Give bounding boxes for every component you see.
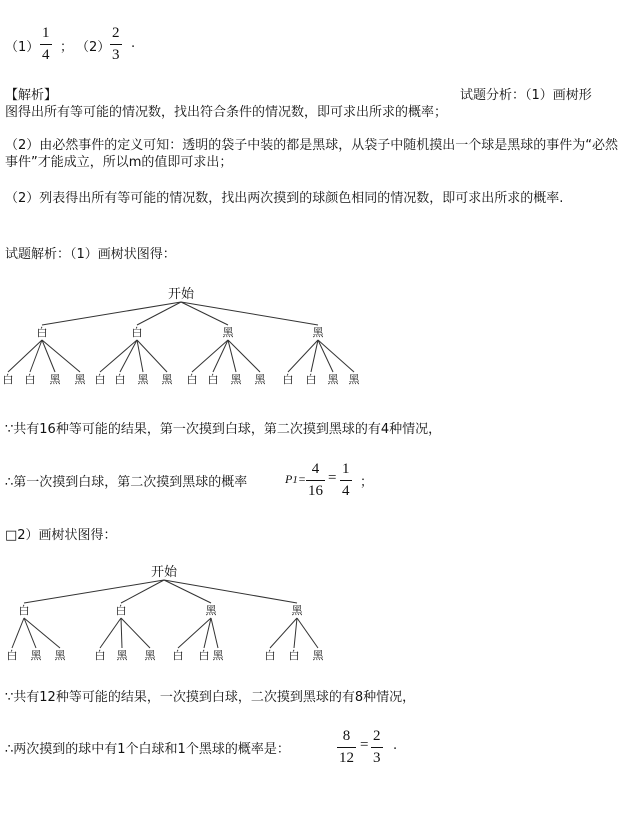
tree-branch [181, 302, 318, 325]
answer-2-fraction [110, 26, 122, 63]
tree-node-level1: 白 [115, 604, 127, 617]
tree-branch [318, 340, 333, 372]
answer-2-numerator: 2 [112, 25, 120, 41]
solution-2-prob-prefix: ∴两次摸到的球中有1个白球和1个黑球的概率是： [5, 742, 290, 757]
fraction-2b-denominator: 3 [371, 747, 383, 766]
tree-branch [120, 340, 137, 372]
tree2-root: 开始 [150, 565, 178, 580]
tree-branch [12, 618, 24, 648]
analysis-paragraph-3: （2）列表得出所有等可能的情况数，找出两次摸到的球颜色相同的情况数，即可求出所求的概率. [5, 191, 564, 206]
tree-node-level2: 白 [172, 649, 184, 662]
tree-node-level2: 白 [94, 373, 106, 386]
tree-node-level2: 白 [94, 649, 106, 662]
tree-branch [100, 618, 121, 648]
tree-branch [42, 340, 55, 372]
tree-branch [137, 340, 167, 372]
p-equals: = [297, 472, 306, 486]
fraction-2a-denominator: 12 [337, 747, 356, 766]
answer-1-label: （1） [5, 40, 40, 55]
solution-2-count: ∵共有12种等可能的结果，一次摸到白球，二次摸到黑球的有8种情况， [5, 690, 416, 705]
tree-node-level1: 黑 [205, 604, 217, 617]
tree-branch [121, 618, 122, 648]
tree-node-level1: 黑 [222, 326, 234, 339]
answer-end: . [131, 36, 136, 51]
tree-branch [204, 618, 211, 648]
solution-intro: 试题解析：（1）画树状图得： [5, 247, 176, 262]
fraction-2a-numerator: 8 [342, 728, 351, 744]
fraction-a-denominator: 16 [306, 480, 325, 499]
fraction-2b-numerator: 2 [373, 728, 381, 744]
tree-node-level2: 白 [282, 373, 294, 386]
tree-branch [42, 302, 181, 325]
tree-branch [24, 618, 60, 648]
tree-branch [164, 580, 211, 603]
solution-1-fraction-a [306, 462, 325, 499]
tree-node-level2: 黑 [230, 373, 242, 386]
tree-node-level2: 黑 [144, 649, 156, 662]
tree-node-level1: 白 [131, 326, 143, 339]
tree-branch [100, 340, 137, 372]
fraction-b-numerator: 1 [342, 461, 350, 477]
tree-branch [121, 618, 150, 648]
answer-1-fraction [40, 26, 52, 63]
tree-node-level2: 白 [186, 373, 198, 386]
tree-node-level2: 白 [114, 373, 126, 386]
tree-node-level2: 黑 [212, 649, 224, 662]
tree-branch [228, 340, 260, 372]
tree-branch [42, 340, 80, 372]
solution-1-equals: = [328, 470, 337, 486]
solution-2-fraction-a [337, 729, 356, 766]
analysis-paragraph-2: （2）由必然事件的定义可知：透明的袋子中装的都是黑球，从袋子中随机摸出一个球是黑球的事件为“必然事件”才能成立，所以m的值即可求出； [5, 138, 619, 170]
tree-node-level2: 白 [288, 649, 300, 662]
tree-node-level2: 黑 [254, 373, 266, 386]
answer-2-label: （2） [76, 40, 111, 55]
tree-node-level2: 白 [6, 649, 18, 662]
tree-node-level2: 黑 [137, 373, 149, 386]
tree-diagram-2 [0, 560, 340, 670]
tree-node-level2: 黑 [348, 373, 360, 386]
tree-branch [270, 618, 297, 648]
tree-node-level2: 黑 [74, 373, 86, 386]
solution-2-end: . [393, 738, 398, 753]
answer-2-denominator: 3 [110, 44, 122, 63]
tree-branch [192, 340, 228, 372]
tree-node-level2: 黑 [161, 373, 173, 386]
tree-node-level1: 黑 [291, 604, 303, 617]
tree-branch [294, 618, 297, 648]
answer-separator: ； [60, 40, 74, 55]
analysis-line-2: 图得出所有等可能的情况数，找出符合条件的情况数，即可求出所求的概率； [5, 105, 448, 120]
tree-node-level1: 黑 [312, 326, 324, 339]
answer-1-numerator: 1 [42, 25, 50, 41]
tree-node-level2: 白 [207, 373, 219, 386]
tree-node-level2: 黑 [312, 649, 324, 662]
fraction-b-denominator: 4 [340, 480, 352, 499]
tree-node-level2: 白 [198, 649, 210, 662]
tree-node-level2: 白 [264, 649, 276, 662]
tree-node-level2: 白 [2, 373, 14, 386]
tree-node-level1: 白 [18, 604, 30, 617]
analysis-heading: 【解析】 [5, 88, 58, 103]
solution-2-intro: □2）画树状图得： [5, 528, 117, 543]
solution-1-fraction-b [340, 462, 352, 499]
tree-branch [178, 618, 211, 648]
tree-node-level2: 黑 [30, 649, 42, 662]
solution-1-count: ∵共有16种等可能的结果，第一次摸到白球，第二次摸到黑球的有4种情况， [5, 422, 442, 437]
tree-node-level2: 黑 [116, 649, 128, 662]
answer-1-denominator: 4 [40, 44, 52, 63]
solution-1-prob-prefix: ∴第一次摸到白球，第二次摸到黑球的概率 [5, 475, 248, 490]
solution-1-p-symbol [285, 472, 306, 487]
tree-node-level1: 白 [36, 326, 48, 339]
tree-branch [297, 618, 318, 648]
tree-node-level2: 黑 [54, 649, 66, 662]
tree-branch [311, 340, 318, 372]
tree-branch [318, 340, 354, 372]
tree-branch [228, 340, 236, 372]
tree1-root: 开始 [167, 287, 195, 302]
tree-branch [211, 618, 218, 648]
p-letter: P [285, 472, 293, 486]
tree-branch [30, 340, 42, 372]
tree-branch [213, 340, 228, 372]
tree-diagram-1 [0, 280, 380, 390]
fraction-a-numerator: 4 [311, 461, 320, 477]
tree-branch [164, 580, 297, 603]
tree-branch [288, 340, 318, 372]
analysis-intro: 试题分析：（1）画树形 [460, 88, 592, 103]
tree-branch [8, 340, 42, 372]
tree-node-level2: 黑 [49, 373, 61, 386]
tree-node-level2: 黑 [327, 373, 339, 386]
tree-node-level2: 白 [305, 373, 317, 386]
tree-node-level2: 白 [24, 373, 36, 386]
solution-1-end: ； [360, 475, 374, 490]
solution-2-fraction-b [371, 729, 383, 766]
p-subscript: 1 [292, 474, 298, 486]
solution-2-equals: = [360, 737, 369, 753]
